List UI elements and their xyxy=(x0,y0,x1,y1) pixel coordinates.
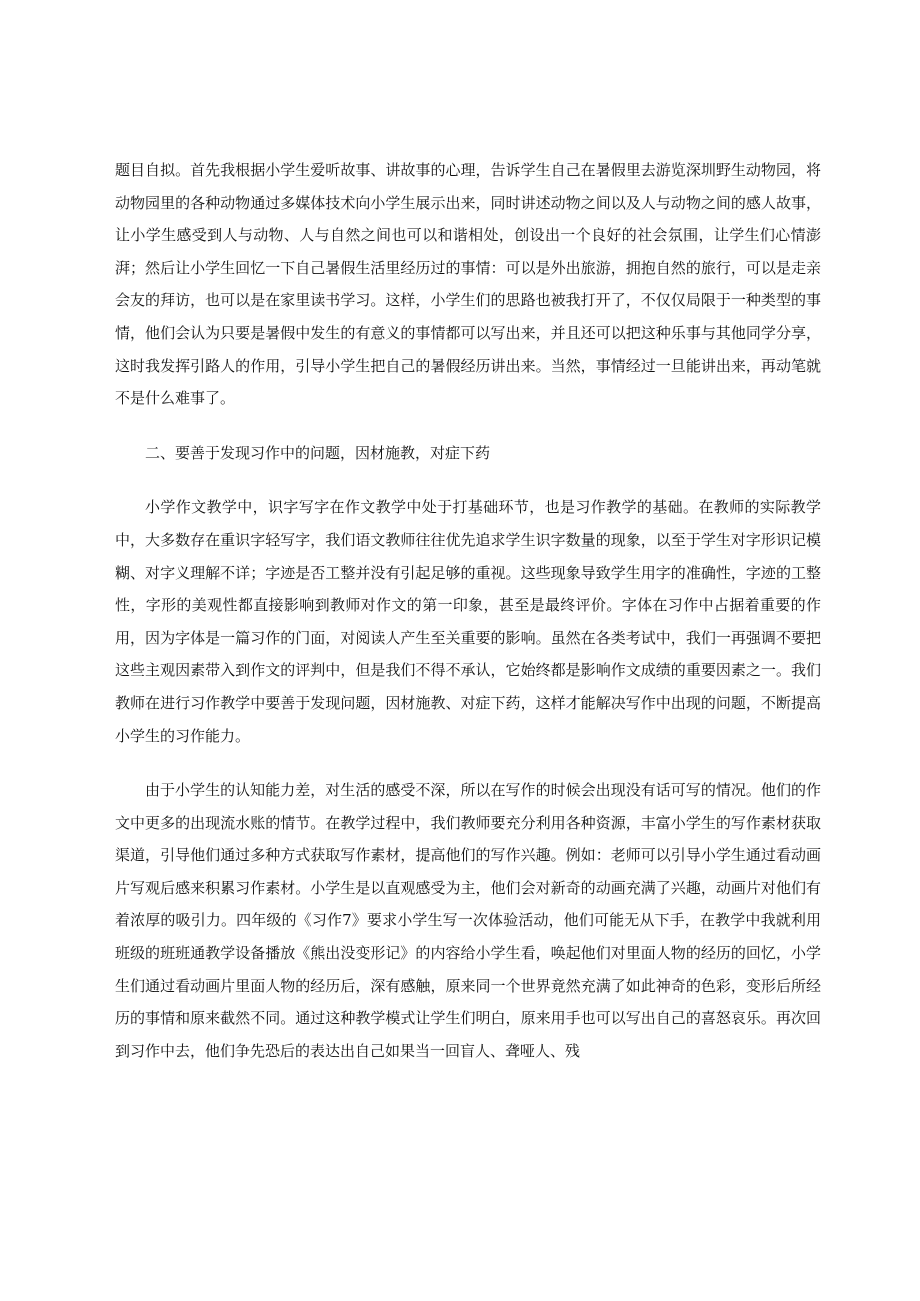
section-heading-two: 二、要善于发现习作中的问题，因材施教，对症下药 xyxy=(145,443,491,462)
document-body xyxy=(115,154,821,1067)
paragraph-literacy-writing: 小学作文教学中，识字写字在作文教学中处于打基础环节，也是习作教学的基础。在教师的实际教学中，大多数存在重识字轻写字，我们语文教师往往优先追求学生识字数量的现象，以至于学生对字形识记模糊、对字义理解不详；字迹是否工整并没有引起足够的重视。这些现象导致学生用字的准确性，字迹的工整性，字形的美观性都直接影响到教师对作文的第一印象，甚至是最终评价。字体在习作中占据着重要的作用，因为字体是一篇习作的门面，对阅读人产生至关重要的影响。虽然在各类考试中，我们一再强调不要把这些主观因素带入到作文的评判中，但是我们不得不承认，它始终都是影响作文成绩的重要因素之一。我们教师在进行习作教学中要善于发现问题，因材施教、对症下药，这样才能解决写作中出现的问题，不断提高小学生的习作能力。 xyxy=(115,498,821,745)
paragraph-continued-intro: 题目自拟。首先我根据小学生爱听故事、讲故事的心理，告诉学生自己在暑假里去游览深圳野生动物园，将动物园里的各种动物通过多媒体技术向小学生展示出来，同时讲述动物之间以及人与动物之间的感人故事，让小学生感受到人与动物、人与自然之间也可以和谐相处，创设出一个良好的社会氛围，让学生们心情澎湃；然后让小学生回忆一下自己暑假生活里经历过的事情：可以是外出旅游，拥抱自然的旅行，可以是走亲会友的拜访，也可以是在家里读书学习。这样，小学生们的思路也被我打开了，不仅仅局限于一种类型的事情，他们会认为只要是暑假中发生的有意义的事情都可以写出来，并且还可以把这种乐事与其他同学分享，这时我发挥引路人的作用，引导小学生把自己的暑假经历讲出来。当然，事情经过一旦能讲出来，再动笔就不是什么难事了。 xyxy=(115,161,821,408)
paragraph-writing-materials: 由于小学生的认知能力差，对生活的感受不深，所以在写作的时候会出现没有话可写的情况。他们的作文中更多的出现流水账的情节。在教学过程中，我们教师要充分利用各种资源，丰富小学生的写作素材获取渠道，引导他们通过多种方式获取写作素材，提高他们的写作兴趣。例如：老师可以引导小学生通过看动画片写观后感来积累习作素材。小学生是以直观感受为主，他们会对新奇的动画充满了兴趣，动画片对他们有着浓厚的吸引力。四年级的《习作7》要求小学生写一次体验活动，他们可能无从下手，在教学中我就利用班级的班班通教学设备播放《熊出没变形记》的内容给小学生看，唤起他们对里面人物的经历的回忆，小学生们通过看动画片里面人物的经历后，深有感触，原来同一个世界竟然充满了如此神奇的色彩，变形后所经历的事情和原来截然不同。通过这种教学模式让学生们明白，原来用手也可以写出自己的喜怒哀乐。再次回到习作中去，他们争先恐后的表达出自己如果当一回盲人、聋哑人、残 xyxy=(115,781,821,1060)
